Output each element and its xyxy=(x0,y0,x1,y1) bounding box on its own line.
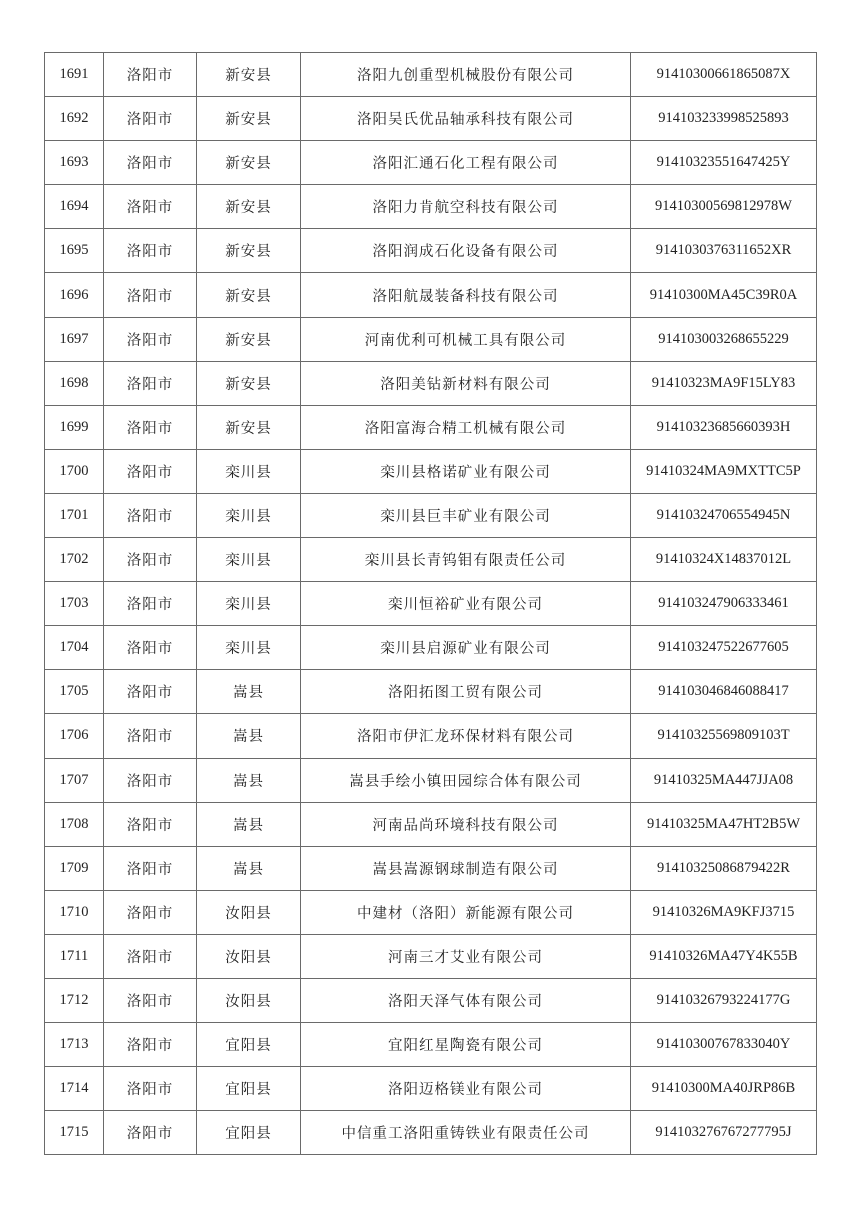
row-number: 1701 xyxy=(45,493,104,537)
county-cell: 新安县 xyxy=(197,53,301,97)
county-cell: 嵩县 xyxy=(197,802,301,846)
company-name-cell: 栾川县格诺矿业有限公司 xyxy=(301,449,631,493)
credit-code-cell: 91410300569812978W xyxy=(631,185,817,229)
enterprise-list-table xyxy=(44,52,817,1155)
city-cell: 洛阳市 xyxy=(104,97,197,141)
table-row xyxy=(45,934,817,978)
table-row xyxy=(45,273,817,317)
county-cell: 新安县 xyxy=(197,361,301,405)
table-row xyxy=(45,53,817,97)
row-number: 1712 xyxy=(45,978,104,1022)
credit-code-cell: 914103003268655229 xyxy=(631,317,817,361)
credit-code-cell: 91410323551647425Y xyxy=(631,141,817,185)
credit-code-cell: 91410324X14837012L xyxy=(631,538,817,582)
company-name-cell: 洛阳汇通石化工程有限公司 xyxy=(301,141,631,185)
county-cell: 新安县 xyxy=(197,185,301,229)
county-cell: 宜阳县 xyxy=(197,1111,301,1155)
city-cell: 洛阳市 xyxy=(104,493,197,537)
row-number: 1704 xyxy=(45,626,104,670)
county-cell: 嵩县 xyxy=(197,758,301,802)
table-row xyxy=(45,1067,817,1111)
city-cell: 洛阳市 xyxy=(104,1111,197,1155)
city-cell: 洛阳市 xyxy=(104,846,197,890)
city-cell: 洛阳市 xyxy=(104,978,197,1022)
table-row xyxy=(45,978,817,1022)
row-number: 1711 xyxy=(45,934,104,978)
credit-code-cell: 91410325086879422R xyxy=(631,846,817,890)
company-name-cell: 洛阳吴氏优品轴承科技有限公司 xyxy=(301,97,631,141)
county-cell: 汝阳县 xyxy=(197,890,301,934)
city-cell: 洛阳市 xyxy=(104,53,197,97)
row-number: 1702 xyxy=(45,538,104,582)
row-number: 1700 xyxy=(45,449,104,493)
credit-code-cell: 914103276767277795J xyxy=(631,1111,817,1155)
county-cell: 新安县 xyxy=(197,317,301,361)
city-cell: 洛阳市 xyxy=(104,890,197,934)
table-body xyxy=(45,53,817,1155)
company-name-cell: 河南优利可机械工具有限公司 xyxy=(301,317,631,361)
county-cell: 新安县 xyxy=(197,97,301,141)
document-page xyxy=(44,52,816,1155)
credit-code-cell: 91410323685660393H xyxy=(631,405,817,449)
table-row xyxy=(45,890,817,934)
company-name-cell: 洛阳迈格镁业有限公司 xyxy=(301,1067,631,1111)
county-cell: 嵩县 xyxy=(197,846,301,890)
company-name-cell: 栾川县启源矿业有限公司 xyxy=(301,626,631,670)
row-number: 1714 xyxy=(45,1067,104,1111)
table-row xyxy=(45,758,817,802)
company-name-cell: 洛阳市伊汇龙环保材料有限公司 xyxy=(301,714,631,758)
county-cell: 宜阳县 xyxy=(197,1023,301,1067)
row-number: 1696 xyxy=(45,273,104,317)
company-name-cell: 河南三才艾业有限公司 xyxy=(301,934,631,978)
row-number: 1706 xyxy=(45,714,104,758)
table-row xyxy=(45,670,817,714)
company-name-cell: 洛阳拓图工贸有限公司 xyxy=(301,670,631,714)
county-cell: 新安县 xyxy=(197,141,301,185)
row-number: 1695 xyxy=(45,229,104,273)
table-row xyxy=(45,229,817,273)
company-name-cell: 洛阳天泽气体有限公司 xyxy=(301,978,631,1022)
company-name-cell: 河南品尚环境科技有限公司 xyxy=(301,802,631,846)
row-number: 1715 xyxy=(45,1111,104,1155)
credit-code-cell: 91410325MA447JJA08 xyxy=(631,758,817,802)
table-row xyxy=(45,405,817,449)
row-number: 1707 xyxy=(45,758,104,802)
city-cell: 洛阳市 xyxy=(104,317,197,361)
credit-code-cell: 91410326793224177G xyxy=(631,978,817,1022)
table-row xyxy=(45,582,817,626)
credit-code-cell: 91410325MA47HT2B5W xyxy=(631,802,817,846)
county-cell: 宜阳县 xyxy=(197,1067,301,1111)
credit-code-cell: 91410300MA45C39R0A xyxy=(631,273,817,317)
credit-code-cell: 914103233998525893 xyxy=(631,97,817,141)
county-cell: 新安县 xyxy=(197,405,301,449)
company-name-cell: 栾川恒裕矿业有限公司 xyxy=(301,582,631,626)
county-cell: 汝阳县 xyxy=(197,934,301,978)
company-name-cell: 栾川县巨丰矿业有限公司 xyxy=(301,493,631,537)
company-name-cell: 栾川县长青钨钼有限责任公司 xyxy=(301,538,631,582)
city-cell: 洛阳市 xyxy=(104,185,197,229)
company-name-cell: 宜阳红星陶瓷有限公司 xyxy=(301,1023,631,1067)
credit-code-cell: 91410325569809103T xyxy=(631,714,817,758)
city-cell: 洛阳市 xyxy=(104,934,197,978)
table-row xyxy=(45,714,817,758)
row-number: 1708 xyxy=(45,802,104,846)
row-number: 1705 xyxy=(45,670,104,714)
table-row xyxy=(45,493,817,537)
credit-code-cell: 91410326MA9KFJ3715 xyxy=(631,890,817,934)
row-number: 1698 xyxy=(45,361,104,405)
county-cell: 新安县 xyxy=(197,229,301,273)
county-cell: 栾川县 xyxy=(197,493,301,537)
table-row xyxy=(45,802,817,846)
row-number: 1697 xyxy=(45,317,104,361)
city-cell: 洛阳市 xyxy=(104,758,197,802)
county-cell: 新安县 xyxy=(197,273,301,317)
company-name-cell: 洛阳航晟装备科技有限公司 xyxy=(301,273,631,317)
table-row xyxy=(45,626,817,670)
company-name-cell: 洛阳润成石化设备有限公司 xyxy=(301,229,631,273)
city-cell: 洛阳市 xyxy=(104,670,197,714)
credit-code-cell: 914103046846088417 xyxy=(631,670,817,714)
credit-code-cell: 914103247906333461 xyxy=(631,582,817,626)
table-row xyxy=(45,141,817,185)
city-cell: 洛阳市 xyxy=(104,1023,197,1067)
row-number: 1693 xyxy=(45,141,104,185)
row-number: 1691 xyxy=(45,53,104,97)
city-cell: 洛阳市 xyxy=(104,1067,197,1111)
credit-code-cell: 91410324706554945N xyxy=(631,493,817,537)
row-number: 1699 xyxy=(45,405,104,449)
county-cell: 嵩县 xyxy=(197,670,301,714)
row-number: 1710 xyxy=(45,890,104,934)
credit-code-cell: 9141030376311652XR xyxy=(631,229,817,273)
table-row xyxy=(45,1111,817,1155)
city-cell: 洛阳市 xyxy=(104,802,197,846)
city-cell: 洛阳市 xyxy=(104,714,197,758)
table-row xyxy=(45,361,817,405)
credit-code-cell: 914103247522677605 xyxy=(631,626,817,670)
row-number: 1709 xyxy=(45,846,104,890)
table-row xyxy=(45,538,817,582)
city-cell: 洛阳市 xyxy=(104,273,197,317)
table-row xyxy=(45,97,817,141)
credit-code-cell: 91410323MA9F15LY83 xyxy=(631,361,817,405)
city-cell: 洛阳市 xyxy=(104,229,197,273)
row-number: 1713 xyxy=(45,1023,104,1067)
company-name-cell: 洛阳富海合精工机械有限公司 xyxy=(301,405,631,449)
credit-code-cell: 91410300767833040Y xyxy=(631,1023,817,1067)
city-cell: 洛阳市 xyxy=(104,582,197,626)
company-name-cell: 洛阳九创重型机械股份有限公司 xyxy=(301,53,631,97)
county-cell: 栾川县 xyxy=(197,449,301,493)
table-row xyxy=(45,449,817,493)
company-name-cell: 洛阳力肯航空科技有限公司 xyxy=(301,185,631,229)
credit-code-cell: 91410324MA9MXTTC5P xyxy=(631,449,817,493)
county-cell: 汝阳县 xyxy=(197,978,301,1022)
company-name-cell: 中建材（洛阳）新能源有限公司 xyxy=(301,890,631,934)
county-cell: 栾川县 xyxy=(197,538,301,582)
table-row xyxy=(45,185,817,229)
city-cell: 洛阳市 xyxy=(104,405,197,449)
city-cell: 洛阳市 xyxy=(104,361,197,405)
city-cell: 洛阳市 xyxy=(104,538,197,582)
table-row xyxy=(45,846,817,890)
county-cell: 嵩县 xyxy=(197,714,301,758)
city-cell: 洛阳市 xyxy=(104,141,197,185)
row-number: 1703 xyxy=(45,582,104,626)
city-cell: 洛阳市 xyxy=(104,626,197,670)
company-name-cell: 嵩县手绘小镇田园综合体有限公司 xyxy=(301,758,631,802)
credit-code-cell: 91410326MA47Y4K55B xyxy=(631,934,817,978)
row-number: 1692 xyxy=(45,97,104,141)
company-name-cell: 嵩县嵩源钢球制造有限公司 xyxy=(301,846,631,890)
county-cell: 栾川县 xyxy=(197,626,301,670)
city-cell: 洛阳市 xyxy=(104,449,197,493)
table-row xyxy=(45,317,817,361)
table-row xyxy=(45,1023,817,1067)
credit-code-cell: 91410300MA40JRP86B xyxy=(631,1067,817,1111)
company-name-cell: 中信重工洛阳重铸铁业有限责任公司 xyxy=(301,1111,631,1155)
row-number: 1694 xyxy=(45,185,104,229)
county-cell: 栾川县 xyxy=(197,582,301,626)
company-name-cell: 洛阳美钻新材料有限公司 xyxy=(301,361,631,405)
credit-code-cell: 91410300661865087X xyxy=(631,53,817,97)
